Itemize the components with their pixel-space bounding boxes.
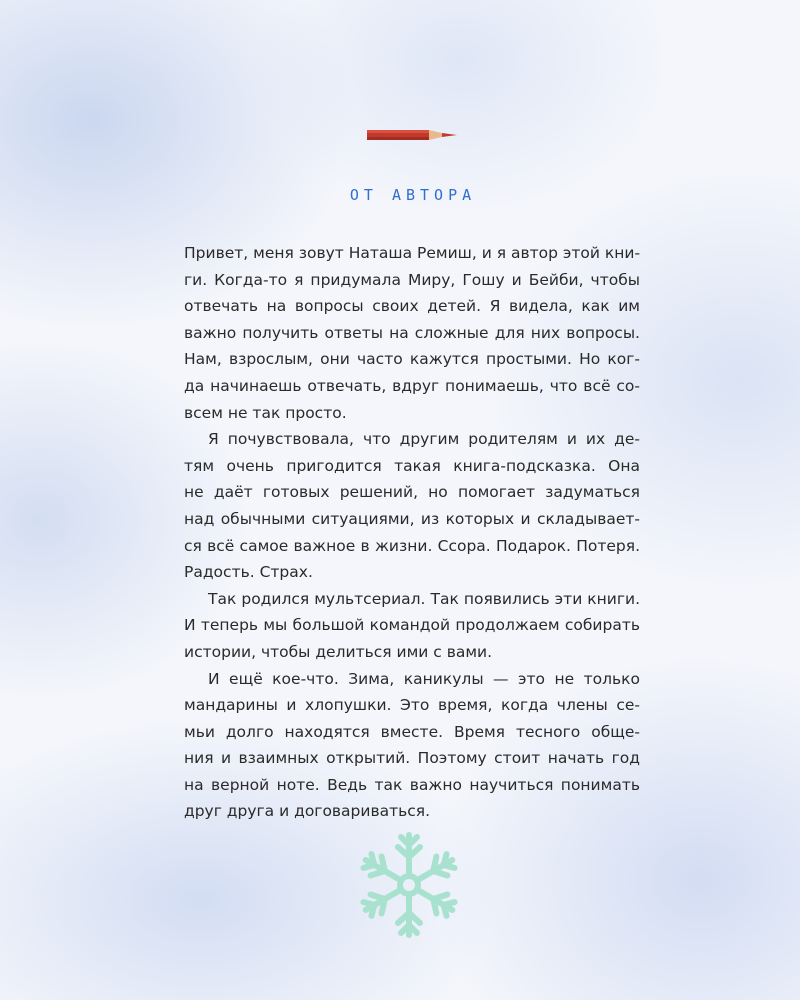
text-line: над обычными ситуациями, из которых и складывает- (184, 509, 640, 528)
paragraph-2 (184, 426, 640, 586)
text-line: да начинаешь отвечать, вдруг понимаешь, что всё со- (184, 376, 640, 395)
text-line: Радость. Страх. (184, 563, 313, 582)
snowflake-icon (352, 828, 466, 942)
text-line: Привет, меня зовут Наташа Ремиш, и я автор этой кни- (184, 244, 641, 262)
author-note-text (184, 240, 640, 825)
text-line: И ещё кое-что. Зима, каникулы — это не только (208, 669, 640, 688)
text-line: ния и взаимных открытий. Поэтому стоит начать год (184, 749, 640, 768)
text-line: не даёт готовых решений, но помогает задуматься (184, 483, 640, 502)
section-heading: ОТ АВТОРА (349, 186, 477, 204)
text-line: важно получить ответы на сложные для них вопросы. (184, 323, 640, 342)
text-line: Так родился мультсериал. Так появились эти книги. (208, 589, 640, 608)
text-line: друг друга и договариваться. (184, 802, 431, 821)
text-line: мандарины и хлопушки. Это время, когда члены се- (184, 696, 640, 715)
text-line: всем не так просто. (184, 403, 347, 422)
paragraph-1 (184, 240, 640, 426)
text-line: истории, чтобы делиться ими с вами. (184, 642, 493, 661)
text-line: ги. Когда-то я придумала Миру, Гошу и Бейби, чтобы (184, 270, 640, 289)
pencil-icon (366, 126, 460, 144)
paragraph-3 (184, 586, 640, 666)
text-line: отвечать на вопросы своих детей. Я видела, как им (184, 297, 640, 316)
text-line: тям очень пригодится такая книга-подсказка. Она (184, 456, 640, 475)
text-line: на верной ноте. Ведь так важно научиться понимать (184, 775, 640, 794)
text-line: мьи долго находятся вместе. Время тесного обще- (184, 722, 640, 741)
text-line: И теперь мы большой командой продолжаем собирать (184, 616, 640, 635)
paragraph-4 (184, 666, 640, 826)
text-line: ся всё самое важное в жизни. Ссора. Подарок. Потеря. (184, 536, 640, 555)
text-line: Нам, взрослым, они часто кажутся простыми. Но ког- (184, 350, 640, 369)
text-line: Я почувствовала, что другим родителям и их де- (208, 430, 640, 449)
